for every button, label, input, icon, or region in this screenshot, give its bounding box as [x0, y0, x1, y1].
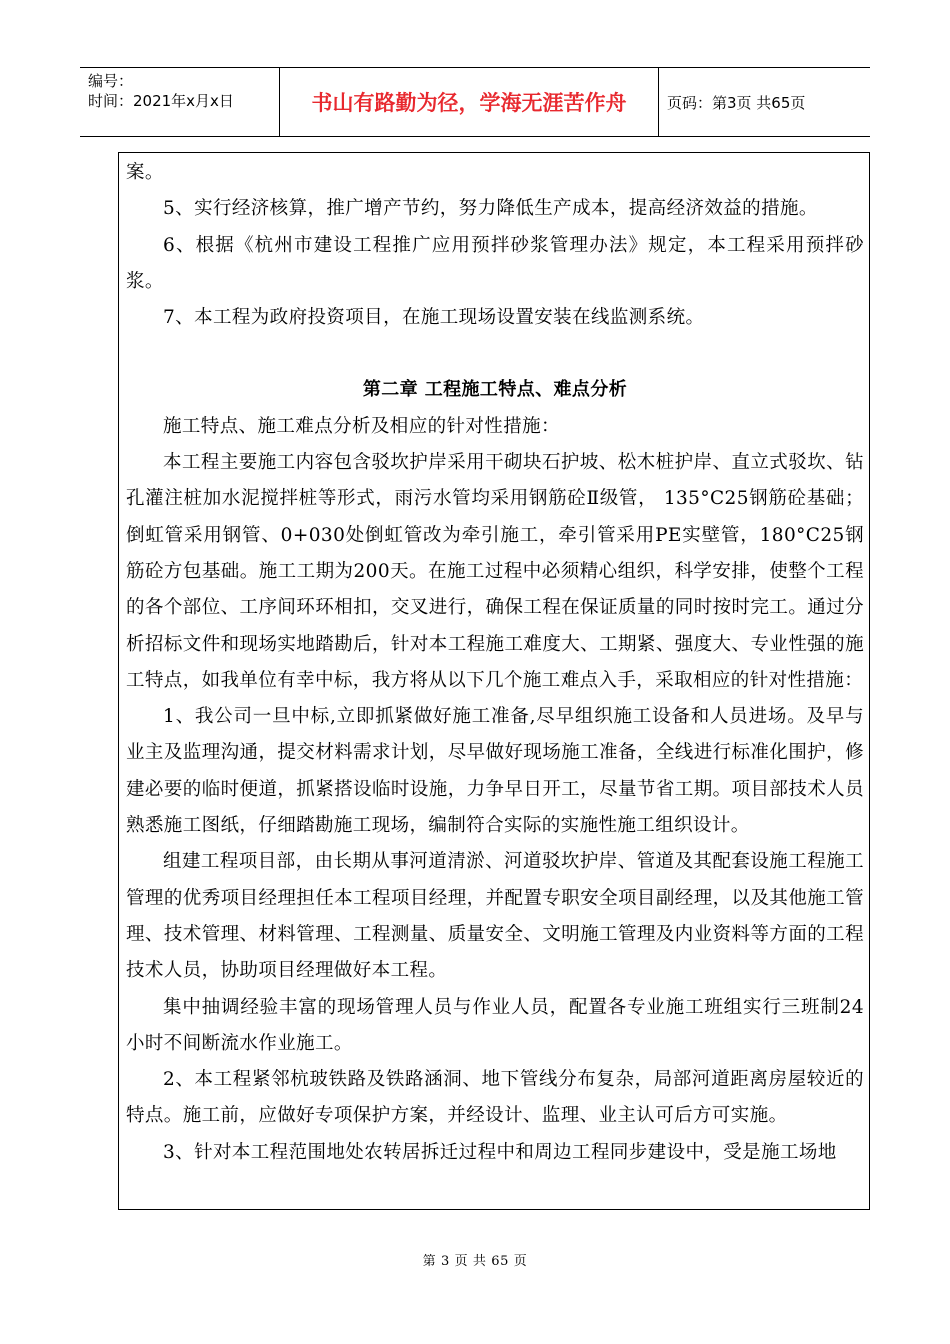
paragraph: 集中抽调经验丰富的现场管理人员与作业人员，配置各专业施工班组实行三班制24小时不间断流水作业施工。 [126, 996, 864, 1054]
document-body [126, 155, 864, 1171]
paragraph: 2、本工程紧邻杭玻铁路及铁路涵洞、地下管线分布复杂，局部河道距离房屋较近的特点。施工前，应做好专项保护方案，并经设计、监理、业主认可后方可实施。 [126, 1069, 864, 1127]
page-header [80, 67, 870, 137]
chapter-title: 第二章 工程施工特点、难点分析 [362, 379, 628, 401]
header-info [80, 68, 279, 136]
paragraph: 案。 [126, 162, 164, 183]
paragraph: 施工特点、施工难点分析及相应的针对性措施： [163, 415, 560, 437]
doc-date: 时间：2021年x月x日 [88, 92, 234, 110]
paragraph: 1、我公司一旦中标,立即抓紧做好施工准备,尽早组织施工设备和人员进场。及早与业主及监理沟通，提交材料需求计划，尽早做好现场施工准备，全线进行标准化围护，修建必要的临时便道，抓紧搭设临时设施，力争早日开工，尽量节省工期。项目部技术人员熟悉施工图纸，仔细踏勘施工现场，编制符合实际的实施性施工组织设计。 [126, 706, 864, 837]
spacer [126, 336, 864, 372]
paragraph: 本工程主要施工内容包含驳坎护岸采用干砌块石护坡、松木桩护岸、直立式驳坎、钻孔灌注桩加水泥搅拌桩等形式，雨污水管均采用钢筋砼Ⅱ级管， 135°C25钢筋砼基础；倒虹管采用钢管、0+030处倒虹管改为牵引施工，牵引管采用PE实壁管，180°C25钢筋砼方包基础。施工工期为200天。在施工过程中必须精心组织，科学安排，使整个工程的各个部位、工序间环环相扣，交叉进行，确保工程在保证质量的同时按时完工。通过分析招标文件和现场实地踏勘后，针对本工程施工难度大、工期紧、强度大、专业性强的施工特点，如我单位有幸中标，我方将从以下几个施工难点入手，采取相应的针对性措施： [126, 452, 864, 691]
paragraph: 7、本工程为政府投资项目，在施工现场设置安装在线监测系统。 [163, 307, 705, 329]
paragraph: 组建工程项目部，由长期从事河道清淤、河道驳坎护岸、管道及其配套设施工程施工管理的优秀项目经理担任本工程项目经理，并配置专职安全项目副经理，以及其他施工管理、技术管理、材料管理、工程测量、质量安全、文明施工管理及内业资料等方面的工程技术人员，协助项目经理做好本工程。 [126, 851, 864, 982]
paragraph: 5、实行经济核算，推广增产节约，努力降低生产成本，提高经济效益的措施。 [163, 198, 818, 220]
header-motto: 书山有路勤为径，学海无涯苦作舟 [279, 68, 659, 136]
doc-number: 编号： [88, 72, 134, 90]
header-page-info: 页码：第3页 共65页 [667, 93, 806, 112]
content-frame [118, 152, 870, 1210]
page-footer: 第 3 页 共 65 页 [422, 1254, 528, 1269]
paragraph: 6、根据《杭州市建设工程推广应用预拌砂浆管理办法》规定，本工程采用预拌砂浆。 [126, 234, 864, 292]
paragraph: 3、针对本工程范围地处农转居拆迁过程中和周边工程同步建设中，受是施工场地 [163, 1141, 837, 1163]
